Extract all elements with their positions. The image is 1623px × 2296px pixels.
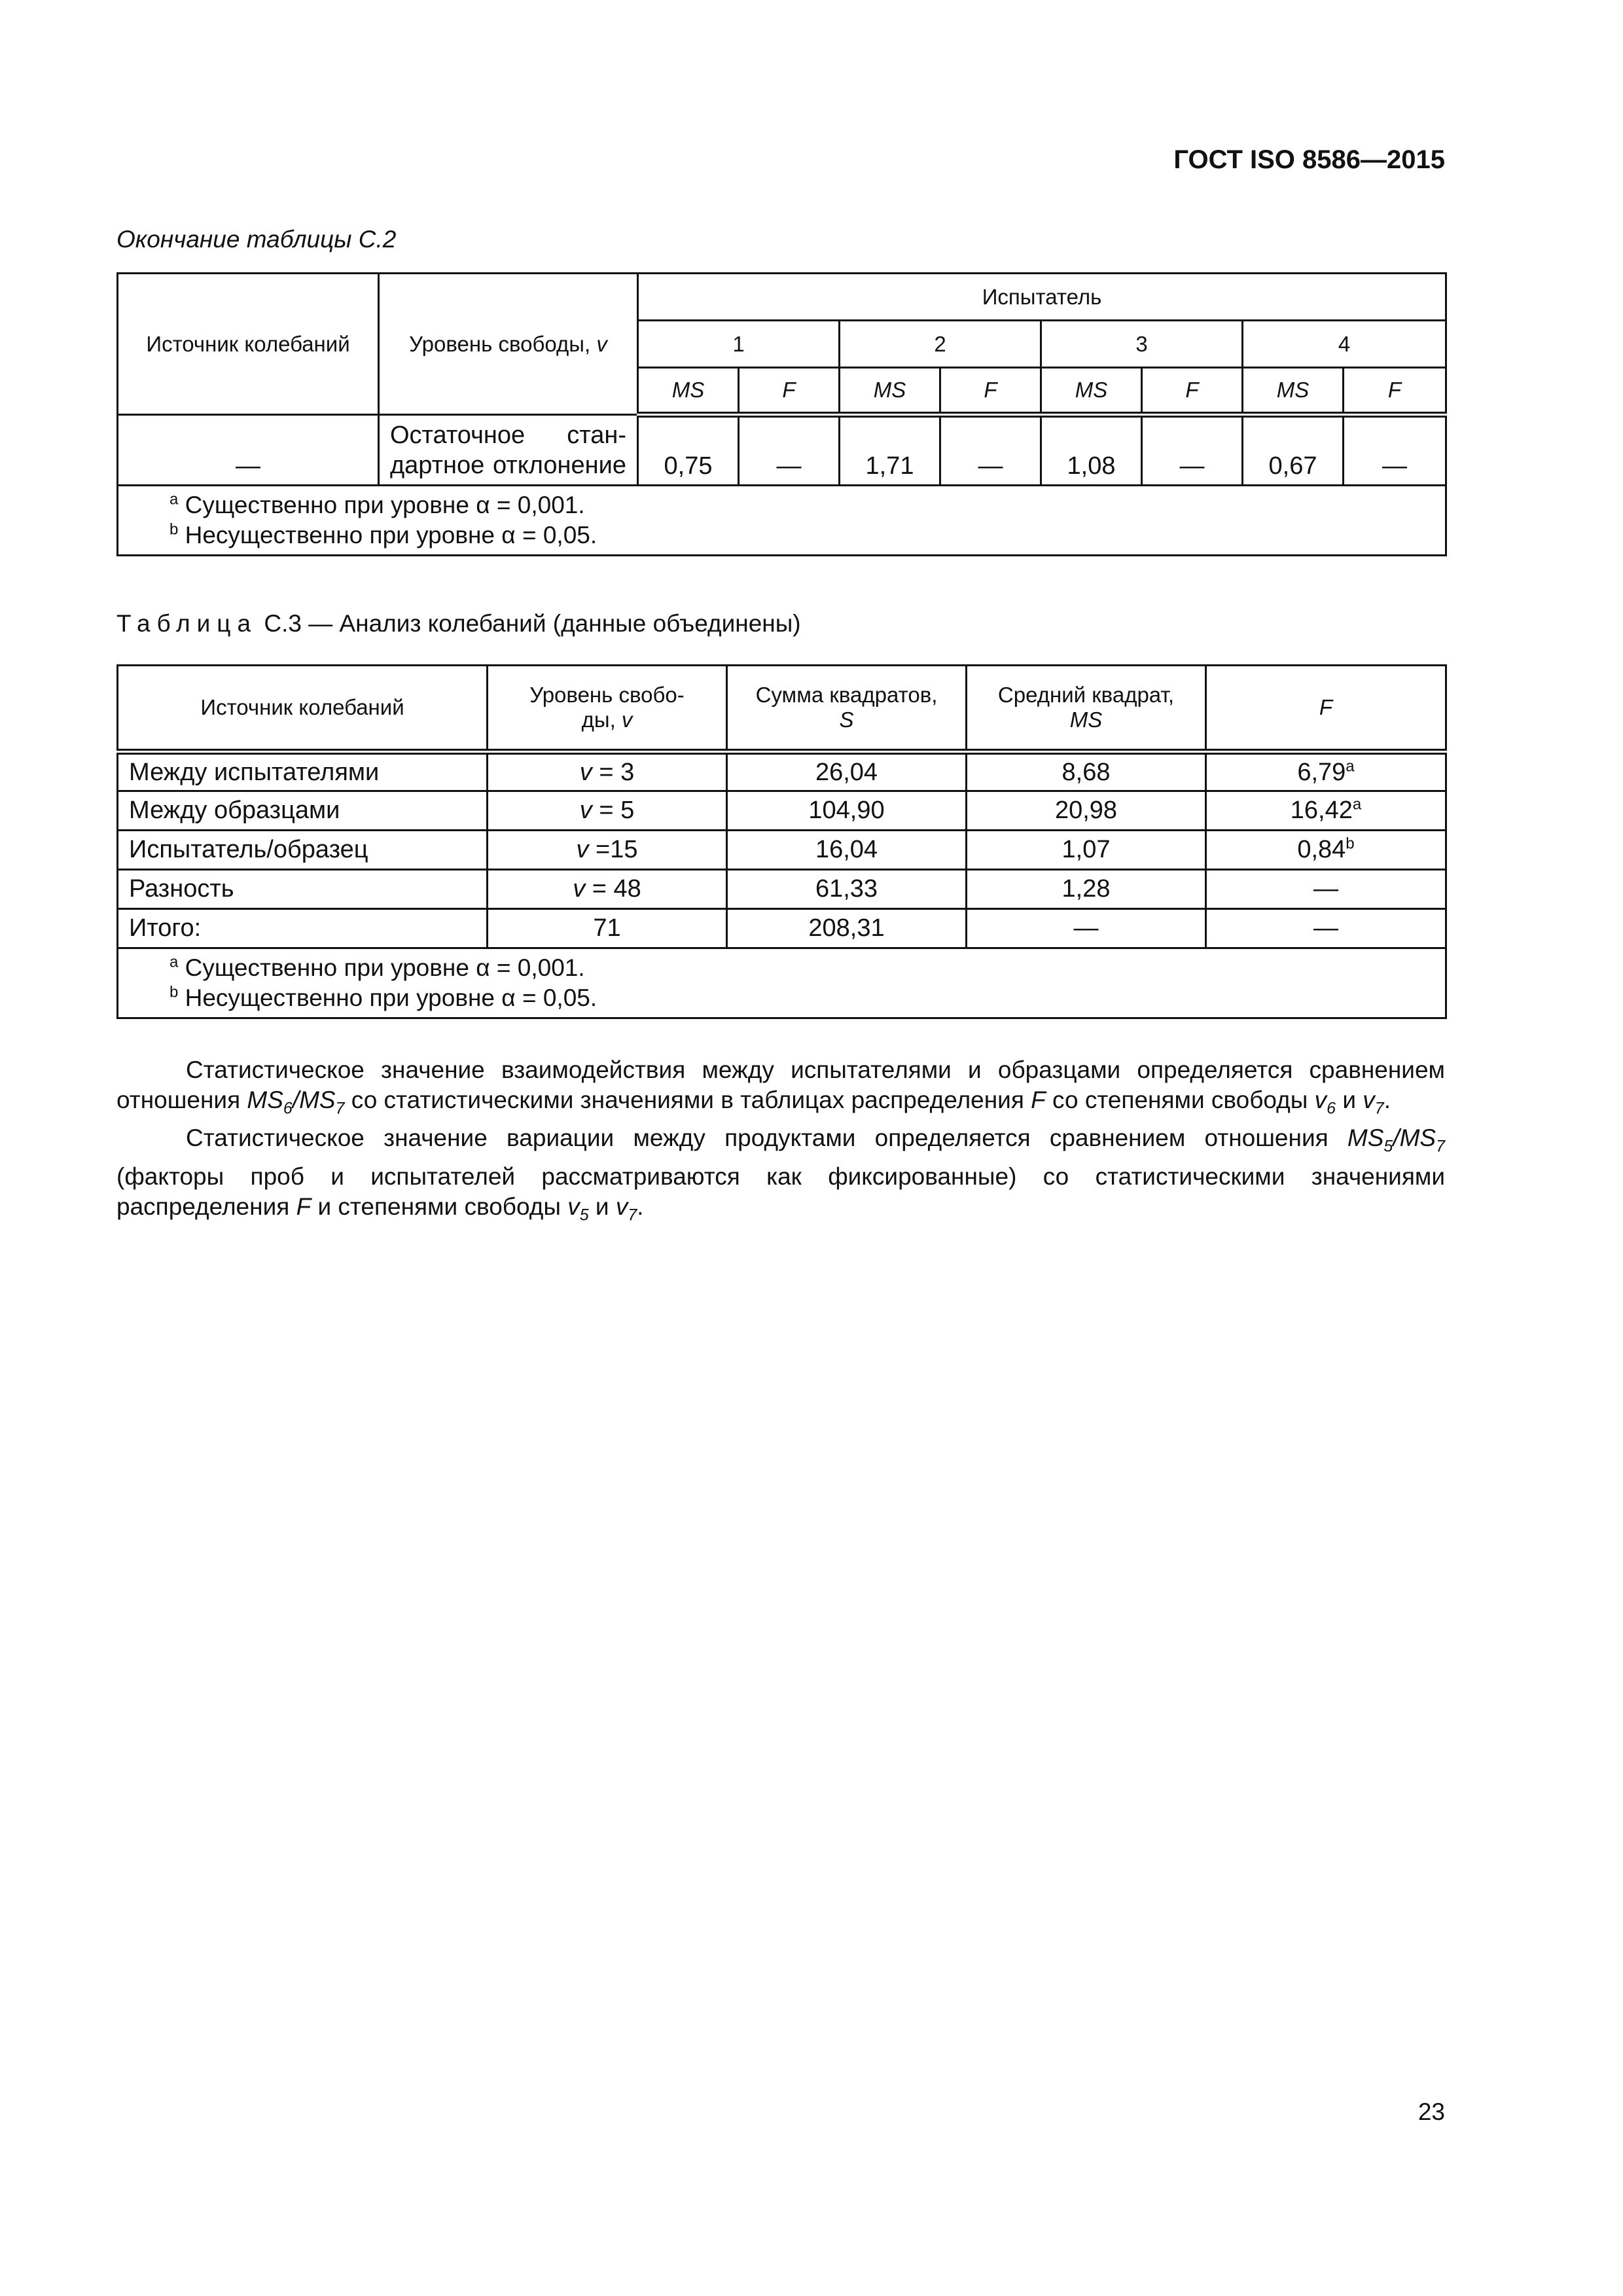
row-f: — <box>1206 909 1446 948</box>
row-mean: 8,68 <box>967 752 1206 791</box>
row-freedom: v = 3 <box>488 752 727 791</box>
header-tester: Испытатель <box>638 274 1446 321</box>
row-value: 1,71 <box>840 415 940 486</box>
row-source: Испытатель/образец <box>118 831 488 870</box>
tester-number: 4 <box>1243 321 1446 368</box>
paragraph-variation: Статистическое значение вариации между продуктами определяется сравнением отношения $MS_5/MS_7$ (факторы проб и испытателей рассматриваются как фиксированные) со статистическими значениями распределения F и степенями свободы $v_5$ и $v_7$. <box>116 1124 1445 1225</box>
row-freedom: v =15 <box>488 831 727 870</box>
subheader-ms: MS <box>840 368 940 415</box>
row-freedom: v = 48 <box>488 870 727 909</box>
table-c3 <box>116 664 1447 1019</box>
row-value: 1,08 <box>1041 415 1142 486</box>
row-value: 0,67 <box>1243 415 1344 486</box>
subheader-f: F <box>1344 368 1446 415</box>
header-f: F <box>1206 666 1446 752</box>
row-sum: 26,04 <box>727 752 967 791</box>
table-row <box>118 909 1446 948</box>
footnote-b: $^b$ Несущественно при уровне α = 0,05. <box>169 520 597 548</box>
subheader-ms: MS <box>1243 368 1344 415</box>
footnote-a: $^a$ Существенно при уровне α = 0,001. <box>169 953 585 981</box>
subheader-f: F <box>739 368 840 415</box>
row-freedom: 71 <box>488 909 727 948</box>
row-source: Итого: <box>118 909 488 948</box>
page-number: 23 <box>1418 2098 1445 2125</box>
row-mean: 1,28 <box>967 870 1206 909</box>
row-f: 0,84$^b$ <box>1206 831 1446 870</box>
row-sum: 104,90 <box>727 791 967 831</box>
paragraph-interaction: Статистическое значение взаимодействия между испытателями и образцами определяется сравнением отношения $MS_6/MS_7$ со статистическими значениями в таблицах распределения F со степенями свободы $v_6$ и $v_7$. <box>116 1056 1445 1118</box>
subheader-f: F <box>940 368 1041 415</box>
row-value: — <box>1142 415 1243 486</box>
row-f: 16,42$^a$ <box>1206 791 1446 831</box>
header-mean-square: Средний квадрат, MS <box>967 666 1206 752</box>
table-continuation-caption: Окончание таблицы С.2 <box>116 226 397 253</box>
table-row <box>118 831 1446 870</box>
row-mean: — <box>967 909 1206 948</box>
row-label: Остаточное стан- дартное отклонение <box>379 415 638 486</box>
header-sum-squares: Сумма квадратов, S <box>727 666 967 752</box>
tester-number: 3 <box>1041 321 1243 368</box>
row-value: — <box>940 415 1041 486</box>
table-row <box>118 870 1446 909</box>
header-freedom: Уровень свобо- ды, v <box>488 666 727 752</box>
row-source: Между испытателями <box>118 752 488 791</box>
row-source: Между образцами <box>118 791 488 831</box>
row-f: — <box>1206 870 1446 909</box>
table-footnotes <box>118 948 1446 1018</box>
row-freedom: v = 5 <box>488 791 727 831</box>
table-footnotes <box>118 486 1446 556</box>
row-mean: 1,07 <box>967 831 1206 870</box>
header-source: Источник колебаний <box>118 274 379 415</box>
tester-number: 2 <box>840 321 1041 368</box>
row-sum: 208,31 <box>727 909 967 948</box>
document-code: ГОСТ ISO 8586—2015 <box>1173 145 1445 174</box>
header-freedom: Уровень свободы, v <box>379 274 638 415</box>
tester-number: 1 <box>638 321 840 368</box>
footnote-b: $^b$ Несущественно при уровне α = 0,05. <box>169 983 597 1011</box>
row-value: — <box>1344 415 1446 486</box>
row-value: 0,75 <box>638 415 739 486</box>
row-value: — <box>739 415 840 486</box>
table-row <box>118 791 1446 831</box>
table-c2 <box>116 272 1447 556</box>
row-source: Разность <box>118 870 488 909</box>
row-sum: 16,04 <box>727 831 967 870</box>
row-source: — <box>118 415 379 486</box>
header-source: Источник колебаний <box>118 666 488 752</box>
row-f: 6,79$^a$ <box>1206 752 1446 791</box>
table-row <box>118 752 1446 791</box>
body-text <box>116 1055 1445 1230</box>
subheader-ms: MS <box>638 368 739 415</box>
row-sum: 61,33 <box>727 870 967 909</box>
table-c3-caption: Таблица С.3 — Анализ колебаний (данные объединены) <box>116 610 801 637</box>
footnote-a: $^a$ Существенно при уровне α = 0,001. <box>169 490 585 518</box>
subheader-f: F <box>1142 368 1243 415</box>
subheader-ms: MS <box>1041 368 1142 415</box>
row-mean: 20,98 <box>967 791 1206 831</box>
